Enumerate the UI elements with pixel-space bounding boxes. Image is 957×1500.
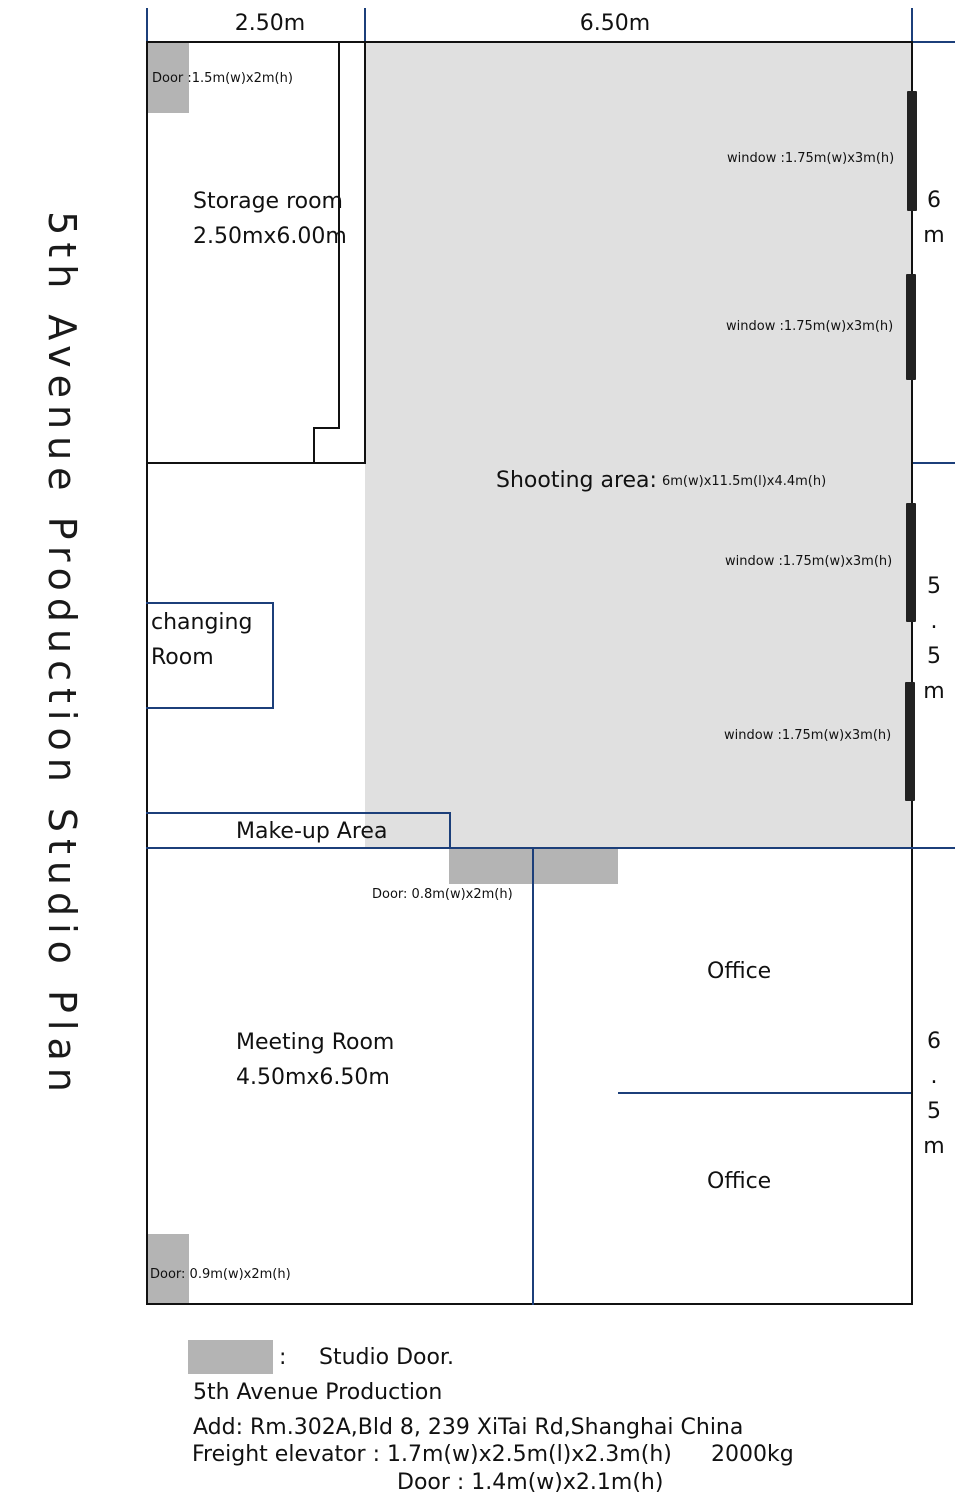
middle-door-left: [449, 849, 533, 884]
window-1: [907, 91, 917, 211]
window-label-4: window :1.75m(w)x3m(h): [724, 728, 892, 743]
dim-char: .: [930, 609, 938, 634]
legend-company: 5th Avenue Production: [193, 1380, 443, 1405]
window-label-3: window :1.75m(w)x3m(h): [725, 554, 893, 569]
window-2: [906, 274, 916, 380]
makeup-area-name: Make-up Area: [236, 819, 388, 844]
outer-wall-top: [146, 41, 913, 43]
dim-tick-left: [146, 8, 148, 42]
dim-char: 6: [927, 188, 941, 213]
storage-wall-bottom: [146, 462, 366, 464]
meeting-room-size: 4.50mx6.50m: [236, 1065, 390, 1090]
meeting-office-wall: [532, 849, 534, 1305]
middle-door-right: [534, 849, 618, 884]
dim-char: m: [923, 1134, 945, 1159]
window-3: [906, 503, 916, 622]
storage-door-label: Door :1.5m(w)x2m(h): [152, 71, 293, 86]
dim-char: .: [930, 1064, 938, 1089]
legend-elevator: Freight elevator : 1.7m(w)x2.5m(l)x2.3m(h): [192, 1442, 672, 1467]
legend-elevator-door: Door : 1.4m(w)x2.1m(h): [397, 1470, 664, 1495]
shooting-area-extension: [449, 813, 533, 848]
meeting-door-label: Door: 0.9m(w)x2m(h): [150, 1267, 291, 1282]
office-divider: [618, 1092, 911, 1094]
dim-char: 5: [927, 1099, 941, 1124]
outer-wall-bottom: [146, 1303, 913, 1305]
dim-char: 5: [927, 574, 941, 599]
storage-wall-right: [364, 41, 366, 464]
dim-top-left: 2.50m: [234, 11, 306, 36]
dim-tick-mid: [364, 8, 366, 42]
dim-right-upper: [919, 183, 949, 253]
dim-char: 6: [927, 1029, 941, 1054]
dim-right-tick-top: [911, 41, 955, 43]
meeting-room-name: Meeting Room: [236, 1030, 395, 1055]
legend-elevator-capacity: 2000kg: [711, 1442, 794, 1467]
dim-right-middle: [919, 569, 949, 709]
office-bottom-name: Office: [707, 1169, 772, 1194]
outer-wall-right: [911, 41, 913, 1305]
changing-room-line1: changing: [151, 610, 253, 635]
storage-room-size: 2.50mx6.00m: [193, 224, 347, 249]
legend-door-swatch: [188, 1340, 273, 1374]
window-label-2: window :1.75m(w)x3m(h): [726, 319, 894, 334]
dim-char: m: [923, 679, 945, 704]
dim-right-tick-2: [911, 847, 955, 849]
dim-right-tick-1: [911, 462, 955, 464]
plan-title: 5th Avenue Production Studio Plan: [40, 211, 84, 1099]
legend-address: Add: Rm.302A,Bld 8, 239 XiTai Rd,Shanghai China: [193, 1415, 744, 1440]
dim-tick-right: [911, 8, 913, 42]
dim-right-lower: [919, 1024, 949, 1164]
storage-inner-step: [313, 427, 340, 429]
shooting-area-size: 6m(w)x11.5m(l)x4.4m(h): [662, 474, 827, 489]
shooting-area-name: Shooting area:: [496, 468, 657, 493]
window-label-1: window :1.75m(w)x3m(h): [727, 151, 895, 166]
storage-inner-post: [313, 427, 315, 464]
dim-char: m: [923, 223, 945, 248]
legend-door-label: Studio Door.: [319, 1345, 454, 1370]
office-top-name: Office: [707, 959, 772, 984]
middle-door-label: Door: 0.8m(w)x2m(h): [372, 887, 513, 902]
legend-colon: :: [279, 1345, 287, 1370]
dim-char: 5: [927, 644, 941, 669]
changing-room-line2: Room: [151, 645, 214, 670]
storage-room-name: Storage room: [193, 189, 343, 214]
dim-top-right: 6.50m: [579, 11, 651, 36]
window-4: [905, 682, 915, 801]
